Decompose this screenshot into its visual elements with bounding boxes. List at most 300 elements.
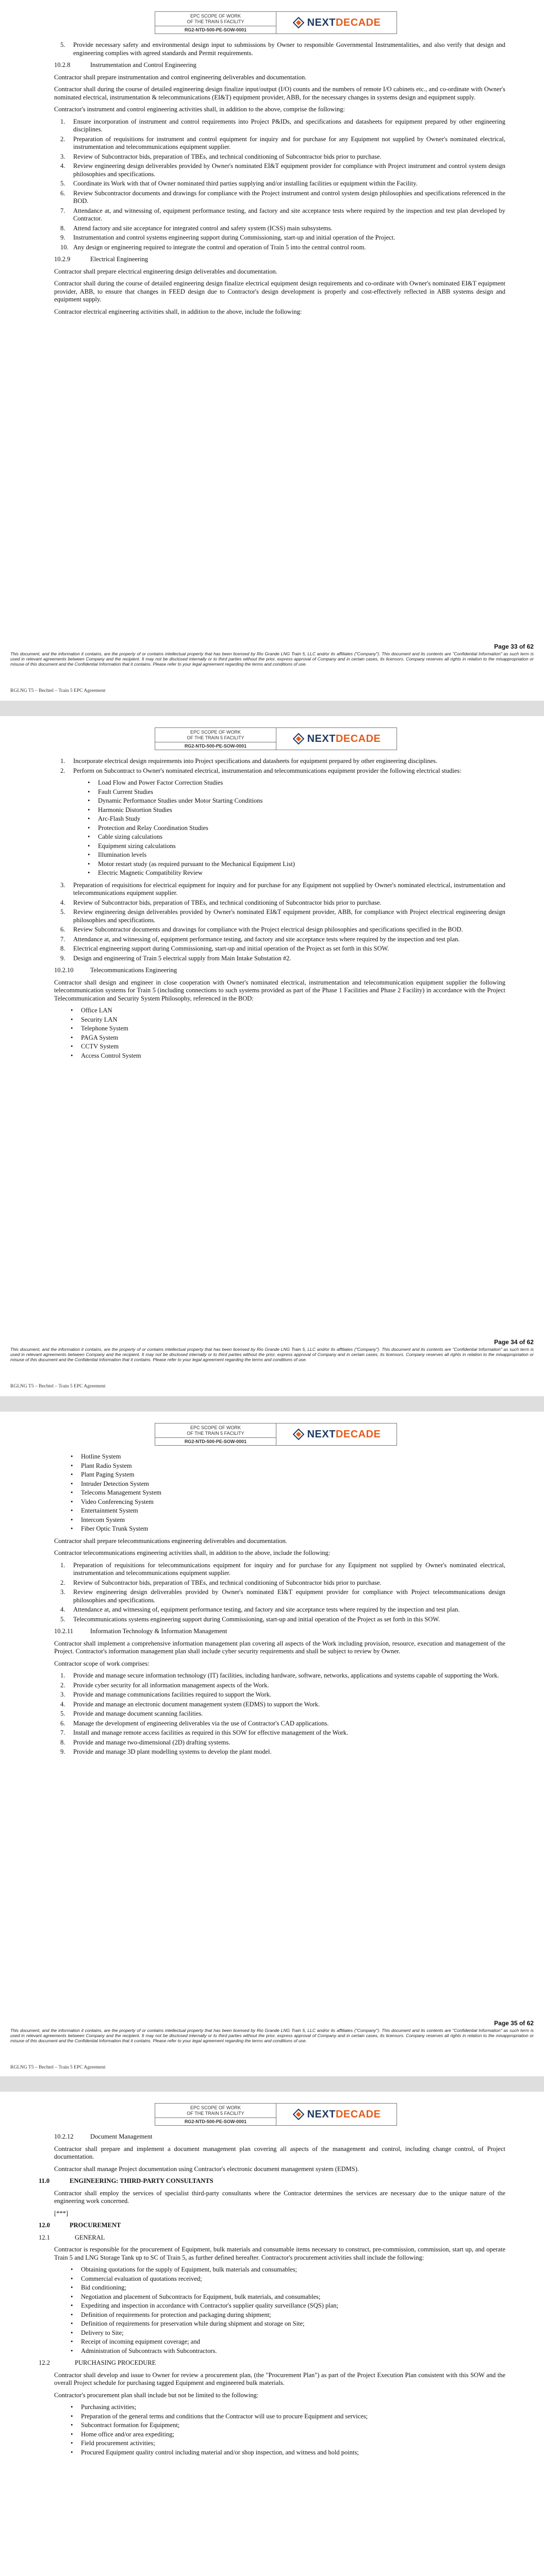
list-item-text: Illumination levels (98, 851, 147, 858)
company-logo (277, 728, 397, 750)
list-item-text: Attendance at, and witnessing of, equipment performance testing, and factory and site acceptance tests where required by the inspection and test plan developed by Contractor. (73, 207, 505, 222)
list-item (71, 2431, 505, 2439)
bullet-icon: • (71, 1525, 73, 1532)
paragraph: Contractor telecommunications engineering activities shall, in addition to the above, include the following: (54, 1549, 331, 1556)
page-number: Page 35 of 62 (494, 2020, 534, 2027)
list-item (54, 180, 505, 188)
bullet-icon: • (71, 2347, 73, 2354)
list-item-text: Review engineering design deliverables provided by Owner's nominated EI&T equipment provider, ABB, for compliance with Project electrical engineering design philosophies and specifications. (73, 908, 505, 924)
list-number: 2. (60, 1681, 65, 1689)
list-item (71, 2302, 505, 2310)
bullet-list (71, 2266, 505, 2355)
list-item-text: Instrumentation and control systems engineering support during Commissioning, start-up and initial operation of the Project. (73, 234, 395, 241)
bullet-icon: • (71, 1489, 73, 1496)
list-item-text: Review engineering design deliverables provided by Owner's nominated EI&T equipment provider for compliance with Project telecommunications design philosophies and specifications. (73, 1588, 505, 1604)
logo-text-decade: DECADE (335, 733, 381, 744)
bullet-icon: • (71, 1007, 73, 1014)
document-page (0, 2092, 544, 2576)
list-item (71, 2347, 505, 2355)
header-line1: EPC SCOPE OF WORK (190, 1425, 241, 1430)
list-item-text: Definition of requirements for protection and packaging during shipment; (81, 2311, 271, 2318)
bullet-icon: • (71, 1507, 73, 1514)
list-item (54, 767, 505, 775)
section-title: PURCHASING PROCEDURE (75, 2359, 156, 2366)
paragraph: Contractor shall prepare telecommunications engineering deliverables and documentation. (54, 1537, 287, 1545)
header-title-block (155, 728, 276, 750)
bullet-icon: • (88, 797, 90, 804)
list-item-text: Electrical engineering support during Commissioning, start-up and initial operation of the Project as set forth in this SOW. (73, 945, 389, 952)
list-item-text: Provide cyber security for all information management aspects of the Work. (73, 1681, 269, 1689)
list-item (71, 2403, 505, 2412)
list-item (71, 1525, 505, 1533)
bullet-list (71, 1453, 505, 1533)
paragraph: Contractor shall develop and issue to Owner for review a procurement plan, (the "Procurement Plan") as part of the Project Execution Plan consistent with this SOW and the overall Project schedule for purchasing tagged Equipment and engineered bulk materials. (54, 2371, 505, 2386)
section-heading (54, 967, 505, 975)
page-header (155, 1423, 397, 1446)
bullet-icon: • (88, 815, 90, 822)
section-title: ENGINEERING: THIRD-PARTY CONSULTANTS (70, 2177, 213, 2184)
list-number: 5. (60, 180, 65, 187)
header-line2: OF THE TRAIN 5 FACILITY (187, 2111, 244, 2116)
section-number: 11.0 (39, 2177, 50, 2184)
list-item-text: Provide and manage document scanning facilities. (73, 1710, 203, 1717)
list-number: 1. (60, 1672, 65, 1679)
section-heading (54, 61, 505, 70)
section-title: Document Management (90, 2133, 153, 2140)
list-number: 6. (60, 926, 65, 933)
list-item-text: Review of Subcontractor bids, preparation of TBEs, and technical conditioning of Subcontractor bids prior to purchase. (73, 899, 382, 906)
page-body (39, 2133, 505, 2461)
bullet-icon: • (71, 2439, 73, 2447)
bullet-icon: • (71, 2266, 73, 2273)
paragraph: [***] (54, 2209, 69, 2217)
list-item-text: Intruder Detection System (81, 1480, 149, 1487)
list-item-text: Preparation of the general terms and conditions that the Contractor will use to procure Equipment and services; (81, 2412, 368, 2420)
document-page (0, 1412, 544, 2076)
list-number: 3. (60, 1691, 65, 1698)
bullet-list (88, 779, 505, 877)
list-number: 9. (60, 954, 65, 962)
bullet-icon: • (71, 2275, 73, 2282)
bullet-icon: • (88, 851, 90, 858)
list-item-text: Preparation of requisitions for electrical equipment for inquiry and for purchase for any Equipment not supplied by Owner's nominated electrical, instrumentation and telecommunications equipment supplier. (73, 881, 505, 896)
section-number: 10.2.12 (54, 2133, 74, 2140)
list-item (54, 207, 505, 223)
list-item (71, 2293, 505, 2301)
list-number: 4. (60, 899, 65, 906)
list-item-text: Administration of Subcontracts with Subcontractors. (81, 2347, 217, 2354)
page-body (39, 757, 505, 1064)
paragraph: Contractor shall manage Project documentation using Contractor's electronic document management system (EDMS). (54, 2165, 359, 2173)
list-item (71, 1025, 505, 1033)
list-item (71, 1043, 505, 1051)
list-item (71, 2329, 505, 2337)
list-number: 8. (60, 1738, 65, 1746)
section-title: Electrical Engineering (90, 256, 149, 263)
list-item (54, 945, 505, 953)
paragraph: Contractor is responsible for the procurement of Equipment, bulk materials and consumable items necessary to construct, pre-commission, commission, start up, and operate Train 5 and LNG Storage Tank up to SC of Train 5, as further defined hereafter. Contractor's procurement activities shall include the following: (54, 2246, 505, 2261)
list-item-text: Delivery to Site; (81, 2329, 124, 2336)
list-item (71, 1052, 505, 1060)
list-item (71, 2439, 505, 2448)
list-number: 8. (60, 224, 65, 232)
list-number: 3. (60, 881, 65, 889)
agreement-reference: RGLNG T5 – Bechtel – Train 5 EPC Agreement (10, 688, 106, 693)
bullet-icon: • (71, 1025, 73, 1032)
paragraph: Contractor shall prepare and implement a document management plan covering all aspects of the management and control, including change control, of Project documentation. (54, 2145, 505, 2160)
list-item (71, 1489, 505, 1497)
list-item-text: Motor restart study (as required pursuant to the Mechanical Equipment List) (98, 860, 295, 868)
header-title-block (155, 12, 276, 33)
list-item (54, 1720, 505, 1728)
list-item-text: Ensure incorporation of instrument and control requirements into Project P&IDs, and specifications and datasheets for equipment prepared by other engineering disciplines. (73, 117, 505, 133)
numbered-list (54, 41, 505, 57)
bullet-icon: • (71, 2421, 73, 2429)
logo-text-next: NEXT (307, 1428, 336, 1440)
list-item-text: Provide necessary safety and environmental design input to submissions by Owner to responsible Governmental Instrumentalities, and also verify that design and engineering complies with agreed standards and Permit requirements. (73, 41, 505, 57)
list-item (54, 1562, 505, 1578)
bullet-icon: • (71, 2293, 73, 2300)
bullet-icon: • (88, 806, 90, 814)
list-number: 10. (60, 243, 69, 251)
list-number: 5. (60, 1710, 65, 1717)
list-item-text: Telecommunications systems engineering support during Commissioning, start-up and initial operation of the Project as set forth in this SOW. (73, 1615, 440, 1623)
bullet-icon: • (88, 824, 90, 832)
paragraph: Contractor shall during the course of detailed engineering design finalize electrical equipment design requirements and co-ordinate with Owner's nominated EI&T equipment provider, ABB, to ensure that changes in FEED design due to Contractor's design development is properly and cost-effectively reflected in ABB systems design and equipment supply. (54, 280, 505, 303)
bullet-icon: • (88, 779, 90, 786)
header-line1: EPC SCOPE OF WORK (190, 730, 241, 735)
section-title: PROCUREMENT (70, 2222, 121, 2229)
list-number: 6. (60, 1719, 65, 1727)
header-line2: OF THE TRAIN 5 FACILITY (187, 1431, 244, 1436)
confidentiality-notice: This document, and the information it contains, are the property of or contains intellectual property that has been licensed by Rio Grande LNG Train 5, LLC and/or its affiliates ("Company"). This document and its contents are "Confidential Information" as such term is used in relevant agreements between Company and the recipient. It may not be disclosed internally or to third parties without the prior, express approval of Company and in certain cases, its licensors. Company reserves all rights in relation to the misappropriation or misuse of this document and the Confidential Information that it contains. Please refer to your legal agreement regarding the terms and conditions of use. (10, 651, 534, 667)
list-number: 4. (60, 1606, 65, 1613)
list-item (88, 824, 505, 833)
bullet-icon: • (71, 2329, 73, 2336)
list-item-text: Arc-Flash Study (98, 815, 141, 822)
page-header (155, 11, 397, 34)
list-number: 7. (60, 935, 65, 943)
numbered-list (54, 118, 505, 252)
section-number: 10.2.9 (54, 256, 71, 263)
bullet-icon: • (71, 1052, 73, 1059)
logo-text-next: NEXT (307, 733, 336, 744)
paragraph: Contractor electrical engineering activities shall, in addition to the above, include the following: (54, 308, 302, 315)
list-item-text: Commercial evaluation of quotations received; (81, 2275, 202, 2282)
list-item-text: Plant Radio System (81, 1462, 132, 1469)
list-item-text: Fiber Optic Trunk System (81, 1525, 149, 1532)
list-item-text: Field procurement activities; (81, 2439, 155, 2447)
page-number: Page 33 of 62 (494, 643, 534, 650)
list-item-text: Cable sizing calculations (98, 833, 162, 840)
bullet-icon: • (71, 1033, 73, 1041)
list-item-text: Definition of requirements for preservation while during shipment and storage on Site; (81, 2320, 305, 2327)
list-item-text: Access Control System (81, 1052, 141, 1059)
list-item-text: Receipt of incoming equipment coverage; and (81, 2338, 200, 2345)
list-item-text: PAGA System (81, 1033, 119, 1041)
header-line1: EPC SCOPE OF WORK (190, 13, 241, 19)
list-item (54, 1701, 505, 1709)
list-item (71, 2311, 505, 2319)
list-item (54, 1672, 505, 1680)
list-number: 1. (60, 1561, 65, 1569)
list-item-text: Review engineering design deliverables provided by Owner's nominated EI&T equipment provider for compliance with Project instrument and control system design philosophies and specifications. (73, 162, 505, 178)
list-item-text: Incorporate electrical design requirements into Project specifications and datasheets for equipment prepared by other engineering disciplines. (73, 757, 437, 765)
list-number: 9. (60, 1748, 65, 1755)
list-item (71, 1516, 505, 1524)
list-item-text: Obtaining quotations for the supply of Equipment, bulk materials and consumables; (81, 2266, 298, 2273)
list-item-text: Preparation of requisitions for instrument and control equipment for inquiry and for purchase for any Equipment not supplied by Owner's nominated electrical, instrumentation and telecommunications equipment supplier. (73, 135, 505, 150)
major-section-heading (39, 2222, 505, 2230)
list-item-text: Provide and manage secure information technology (IT) facilities, including hardware, software, networks, applications and systems capable of supporting the Work. (73, 1672, 499, 1679)
paragraph: Contractor shall during the course of detailed engineering design finalize input/output (I/O) counts and the numbers of remote I/O cabinets etc., and co-ordinate with Owner's nominated electrical, instrumentation & telecommunications (EI&T) equipment provider, ABB, for the necessary changes in systems design and equipment supply. (54, 86, 505, 101)
list-item-text: Protection and Relay Coordination Studies (98, 824, 208, 832)
list-item (71, 1498, 505, 1506)
agreement-reference: RGLNG T5 – Bechtel – Train 5 EPC Agreement (10, 1384, 106, 1389)
list-item-text: Load Flow and Power Factor Correction Studies (98, 779, 223, 786)
bullet-icon: • (71, 2338, 73, 2345)
bullet-icon: • (88, 860, 90, 868)
logo-mark-icon (293, 733, 304, 744)
page-number: Page 34 of 62 (494, 1338, 534, 1346)
list-item-text: Attendance at, and witnessing of, equipment performance testing, and factory and site acceptance tests where required by the inspection and test plan. (73, 1606, 460, 1613)
list-item-text: Purchasing activities; (81, 2403, 137, 2411)
list-item (88, 833, 505, 841)
list-item (71, 1016, 505, 1024)
list-item (54, 955, 505, 963)
list-item (54, 225, 505, 233)
page-body (39, 1453, 505, 1760)
list-item (71, 2449, 505, 2457)
section-title: Information Technology & Information Management (90, 1628, 227, 1635)
numbered-list (54, 1562, 505, 1624)
list-item-text: Video Conferencing System (81, 1498, 154, 1505)
list-item-text: Review Subcontractor documents and drawings for compliance with the Project electrical design philosophies and specifications specified in the BOD. (73, 926, 463, 933)
list-item-text: Attendance at, and witnessing of, equipment performance testing, and factory and site acceptance tests where required by the inspection and test plan. (73, 935, 460, 943)
bullet-icon: • (71, 2412, 73, 2420)
list-item-text: Provide and manage communications facilities required to support the Work. (73, 1691, 272, 1698)
list-item (71, 1462, 505, 1470)
list-item-text: Home office and/or area expediting; (81, 2430, 174, 2438)
logo-text-next: NEXT (307, 16, 336, 28)
list-item (54, 1616, 505, 1624)
list-item (54, 41, 505, 57)
list-number: 5. (60, 1615, 65, 1623)
list-item-text: Bid conditioning; (81, 2284, 126, 2291)
list-number: 1. (60, 117, 65, 125)
list-item (71, 2421, 505, 2430)
paragraph: Contractor shall design and engineer in close cooperation with Owner's nominated electrical, instrumentation and telecommunication equipment supplier the following telecommunication systems for Train 5 (including connections to such systems provided as part of the Phase 1 Facilities and Phase 2 Facility) in accordance with the Project Telecommunication and Security System Philosophy, referenced in the BOD: (54, 978, 505, 1002)
section-title: Telecommunications Engineering (90, 967, 177, 974)
list-item-text: Negotiation and placement of Subcontracts for Equipment, bulk materials, and consumables; (81, 2293, 321, 2300)
header-title-block (155, 1423, 276, 1445)
section-title: Instrumentation and Control Engineering (90, 61, 196, 69)
paragraph: Contractor's procurement plan shall include but not be limited to the following: (54, 2391, 259, 2399)
section-number: 12.2 (39, 2359, 50, 2366)
list-item-text: Review Subcontractor documents and drawings for compliance with the Project instrument and control system design philosophies and specifications referenced in the BOD. (73, 189, 505, 205)
list-number: 3. (60, 152, 65, 160)
list-item (88, 851, 505, 859)
list-item (71, 1034, 505, 1042)
list-number: 1. (60, 757, 65, 765)
paragraph: Contractor's instrument and control engineering activities shall, in addition to the above, comprise the following: (54, 106, 345, 113)
list-number: 3. (60, 1588, 65, 1596)
list-item (54, 118, 505, 134)
header-doc-number: RG2-NTD-500-PE-SOW-0001 (155, 26, 276, 33)
section-heading (39, 2359, 505, 2367)
list-item (88, 860, 505, 869)
list-item (88, 779, 505, 787)
list-item (71, 2275, 505, 2283)
list-item (71, 1507, 505, 1515)
bullet-list (71, 2403, 505, 2456)
list-item-text: Provide and manage an electronic document management system (EDMS) to support the Work. (73, 1700, 320, 1708)
page-footer (10, 1338, 534, 1362)
major-section-heading (39, 2177, 505, 2185)
list-item-text: Subcontract formation for Equipment; (81, 2421, 180, 2429)
list-item (54, 1710, 505, 1718)
list-item (88, 842, 505, 851)
bullet-list (71, 1007, 505, 1060)
list-item (54, 1606, 505, 1614)
list-item (54, 1579, 505, 1587)
bullet-icon: • (71, 1015, 73, 1023)
bullet-icon: • (71, 1453, 73, 1460)
list-item-text: Coordinate its Work with that of Owner nominated third parties supplying and/or installing facilities or equipment within the Facility. (73, 180, 418, 187)
page-body (39, 41, 505, 320)
logo-mark-icon (293, 2109, 304, 2120)
bullet-icon: • (71, 2284, 73, 2291)
bullet-icon: • (71, 2403, 73, 2411)
header-doc-number: RG2-NTD-500-PE-SOW-0001 (155, 2117, 276, 2125)
list-item-text: Plant Paging System (81, 1471, 135, 1478)
list-number: 7. (60, 1729, 65, 1736)
header-line2: OF THE TRAIN 5 FACILITY (187, 735, 244, 740)
header-doc-number: RG2-NTD-500-PE-SOW-0001 (155, 742, 276, 749)
list-item-text: Office LAN (81, 1007, 112, 1014)
company-logo (277, 12, 397, 33)
list-item-text: Intercom System (81, 1516, 125, 1523)
document-page (0, 0, 544, 701)
paragraph: Contractor shall implement a comprehensive information management plan covering all aspects of the Work including provision, resource, execution and management of the Project. Contractor's information management plan shall include cyber security requirements and shall be subject to review by Owner. (54, 1639, 505, 1655)
list-item-text: Review of Subcontractor bids, preparation of TBEs, and technical conditioning of Subcontractor bids prior to purchase. (73, 1579, 382, 1586)
list-number: 7. (60, 207, 65, 214)
list-item-text: Fault Current Studies (98, 788, 153, 795)
list-number: 6. (60, 189, 65, 197)
paragraph: Contractor shall prepare instrumentation and control engineering deliverables and documentation. (54, 73, 307, 81)
page-footer (10, 2020, 534, 2043)
numbered-list (54, 882, 505, 963)
bullet-icon: • (71, 1480, 73, 1487)
list-item-text: Attend factory and site acceptance for integrated control and safety system (ICSS) main subsystems. (73, 224, 333, 232)
numbered-list (54, 1672, 505, 1756)
list-item (88, 806, 505, 815)
bullet-icon: • (71, 2311, 73, 2318)
list-item (54, 757, 505, 766)
list-item (71, 1007, 505, 1015)
page-header (155, 727, 397, 750)
list-number: 2. (60, 1579, 65, 1586)
bullet-icon: • (71, 2320, 73, 2327)
list-item (88, 797, 505, 805)
bullet-icon: • (71, 2448, 73, 2456)
list-item-text: Electric Magnetic Compatibility Review (98, 869, 203, 876)
bullet-icon: • (88, 842, 90, 850)
bullet-icon: • (71, 2430, 73, 2438)
list-item (54, 234, 505, 242)
section-heading (54, 1628, 505, 1636)
list-item (54, 162, 505, 178)
header-line2: OF THE TRAIN 5 FACILITY (187, 19, 244, 24)
paragraph: Contractor scope of work comprises: (54, 1659, 150, 1667)
list-item-text: Perform on Subcontract to Owner's nominated electrical, instrumentation and telecommunications equipment provider the following electrical studies: (73, 767, 461, 774)
list-item (54, 926, 505, 934)
list-number: 2. (60, 135, 65, 143)
list-item-text: Procured Equipment quality control including material and/or shop inspection, and witness and hold points; (81, 2448, 359, 2456)
header-title-block (155, 2104, 276, 2125)
section-number: 10.2.11 (54, 1628, 74, 1635)
list-item-text: Install and manage remote access facilities as required in this SOW for effective management of the Work. (73, 1729, 349, 1736)
list-item (54, 1691, 505, 1699)
bullet-icon: • (88, 869, 90, 876)
list-item-text: Equipment sizing calculations (98, 842, 176, 850)
list-item (71, 2266, 505, 2274)
list-item (71, 2284, 505, 2292)
list-item-text: Provide and manage 3D plant modelling systems to develop the plant model. (73, 1748, 272, 1755)
list-item (88, 869, 505, 877)
logo-mark-icon (293, 17, 304, 28)
agreement-reference: RGLNG T5 – Bechtel – Train 5 EPC Agreement (10, 2065, 106, 2070)
section-number: 10.2.8 (54, 61, 71, 69)
list-item (71, 2413, 505, 2421)
section-number: 10.2.10 (54, 967, 74, 974)
list-item-text: Telephone System (81, 1025, 128, 1032)
list-item-text: Entertainment System (81, 1507, 138, 1514)
company-logo (277, 2104, 397, 2125)
list-item-text: Any design or engineering required to integrate the control and operation of Train 5 into the central control room. (73, 243, 366, 251)
list-item (71, 2338, 505, 2346)
section-heading (54, 256, 505, 264)
list-item (54, 908, 505, 924)
bullet-icon: • (71, 1516, 73, 1523)
list-number: 9. (60, 234, 65, 241)
logo-text-next: NEXT (307, 2108, 336, 2120)
list-item-text: Harmonic Distortion Studies (98, 806, 172, 814)
list-item (54, 244, 505, 252)
company-logo (277, 1423, 397, 1445)
list-number: 5. (60, 908, 65, 916)
section-number: 12.1 (39, 2233, 50, 2241)
list-item-text: Expediting and inspection in accordance with Contractor's supplier quality surveillance (SQS) plan; (81, 2302, 338, 2309)
list-number: 2. (60, 767, 65, 774)
list-item (54, 1682, 505, 1690)
page-header (155, 2103, 397, 2126)
list-item (54, 1729, 505, 1737)
bullet-icon: • (88, 788, 90, 795)
section-heading (39, 2234, 505, 2242)
list-item (54, 882, 505, 897)
header-line1: EPC SCOPE OF WORK (190, 2105, 241, 2110)
list-item (71, 1453, 505, 1461)
list-item (54, 936, 505, 944)
list-item (54, 135, 505, 151)
section-title: GENERAL (75, 2233, 105, 2241)
confidentiality-notice: This document, and the information it contains, are the property of or contains intellectual property that has been licensed by Rio Grande LNG Train 5, LLC and/or its affiliates ("Company"). This document and its contents are "Confidential Information" as such term is used in relevant agreements between Company and the recipient. It may not be disclosed internally or to third parties without the prior, express approval of Company and in certain cases, its licensors. Company reserves all rights in relation to the misappropriation or misuse of this document and the Confidential Information that it contains. Please refer to your legal agreement regarding the terms and conditions of use. (10, 2028, 534, 2043)
list-item-text: Hotline System (81, 1453, 121, 1460)
page-footer (10, 643, 534, 667)
paragraph: Contractor shall prepare electrical engineering design deliverables and documentation. (54, 267, 277, 275)
list-item-text: Manage the development of engineering deliverables via the use of Contractor's CAD applications. (73, 1719, 329, 1727)
